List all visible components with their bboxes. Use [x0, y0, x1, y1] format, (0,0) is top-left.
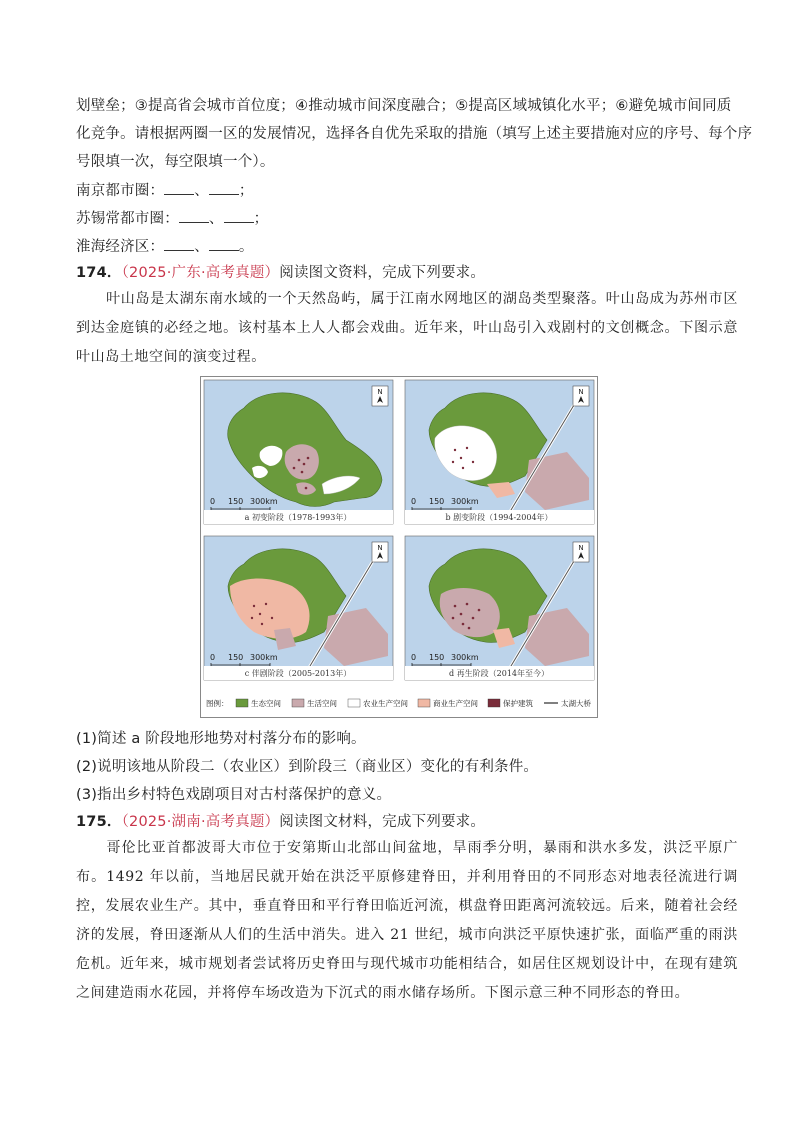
- answer-end-mark: ；: [253, 211, 269, 227]
- answer-label: 南京都市圈：: [76, 183, 165, 199]
- svg-text:150: 150: [228, 653, 244, 662]
- svg-text:150: 150: [429, 653, 445, 662]
- q174-material-paragraph: [76, 285, 738, 372]
- north-arrow: [573, 386, 589, 406]
- legend-title: 图例：: [206, 699, 229, 708]
- q173-options-line-3: 号限填一次，每空限填一个）。: [76, 154, 275, 170]
- q175-header: [76, 812, 485, 832]
- question-source[interactable]: （2025·湖南·高考真题）: [121, 814, 280, 830]
- answer-end-mark: 。: [238, 239, 254, 255]
- north-arrow: [573, 542, 589, 562]
- svg-text:150: 150: [228, 497, 244, 506]
- question-instruction: 阅读图文资料，完成下列要求。: [279, 265, 486, 281]
- panel-caption: a 初变阶段（1978-1993年）: [244, 513, 352, 522]
- svg-text:0: 0: [210, 497, 216, 506]
- question-number: 175．: [76, 814, 122, 830]
- svg-text:0: 0: [411, 497, 417, 506]
- svg-text:300km: 300km: [250, 497, 278, 506]
- svg-text:0: 0: [411, 653, 417, 662]
- answer-separator: 、: [194, 239, 209, 255]
- answer-label: 淮海经济区：: [76, 239, 165, 255]
- q174-subquestion-1: (1)简述 a 阶段地形地势对村落分布的影响。: [76, 731, 366, 747]
- legend-label: 农业生产空间: [363, 699, 408, 708]
- q174-header: [76, 263, 485, 283]
- q175-material-text: 哥伦比亚首都波哥大市位于安第斯山北部山间盆地，旱雨季分明，暴雨和洪水多发，洪泛平原广布。1492 年以前，当地居民就开始在洪泛平原修建脊田，并利用脊田的不同形态对地表径流进行调控，发展农业生产。其中，垂直脊田和平行脊田临近河流，棋盘脊田距离河流较远。后来，随着社会经济的发展，脊田逐渐从人们的生活中消失。进入 21 世纪，城市向洪泛平原快速扩张，面临严重的雨洪危机。近年来，城市规划者尝试将历史脊田与现代城市功能相结合，如居住区规划设计中，在现有建筑之间建造雨水花园，并将停车场改造为下沉式的雨水储存场所。下图示意三种不同形态的脊田。: [76, 840, 738, 1001]
- answer-label: 苏锡常都市圈：: [76, 211, 179, 227]
- answer-line-huaihai: [76, 236, 254, 257]
- svg-text:300km: 300km: [451, 497, 479, 506]
- answer-blank[interactable]: [209, 236, 239, 251]
- svg-text:N: N: [578, 388, 584, 396]
- legend-swatch-agri: [348, 699, 360, 707]
- answer-blank[interactable]: [164, 180, 194, 195]
- figure-svg: [200, 376, 598, 718]
- question-source[interactable]: （2025·广东·高考真题）: [121, 265, 280, 281]
- panel-caption: c 伴剧阶段（2005-2013年）: [244, 669, 352, 678]
- panel-caption: d 再生阶段（2014年至今）: [448, 669, 550, 678]
- question-instruction: 阅读图文材料，完成下列要求。: [279, 814, 486, 830]
- answer-line-nanjing: [76, 180, 254, 201]
- island-evolution-figure: [200, 376, 598, 718]
- panel-c: [204, 536, 393, 680]
- svg-text:N: N: [578, 544, 584, 552]
- answer-line-suxichang: [76, 208, 268, 229]
- q174-subquestion-2: (2)说明该地从阶段二（农业区）到阶段三（商业区）变化的有利条件。: [76, 759, 539, 775]
- svg-text:150: 150: [429, 497, 445, 506]
- legend-swatch-commerce: [418, 699, 430, 707]
- legend-swatch-heritage: [488, 699, 500, 707]
- legend-label: 保护建筑: [503, 699, 533, 708]
- svg-text:N: N: [377, 544, 383, 552]
- north-arrow: [372, 386, 388, 406]
- legend-swatch-life: [292, 699, 304, 707]
- legend-label: 生活空间: [307, 699, 337, 708]
- answer-blank[interactable]: [209, 180, 239, 195]
- svg-text:N: N: [377, 388, 383, 396]
- q174-material-text: 叶山岛是太湖东南水域的一个天然岛屿，属于江南水网地区的湖岛类型聚落。叶山岛成为苏州市区到达金庭镇的必经之地。该村基本上人人都会戏曲。近年来，叶山岛引入戏剧村的文创概念。下图示意叶山岛土地空间的演变过程。: [76, 291, 738, 365]
- answer-end-mark: ；: [238, 183, 254, 199]
- legend-label: 商业生产空间: [433, 699, 478, 708]
- legend-label: 太湖大桥: [561, 699, 591, 708]
- q173-options-line-2: 化竞争。请根据两圈一区的发展情况，选择各自优先采取的措施（填写上述主要措施对应的序号、每个序: [76, 126, 753, 142]
- panel-a: [204, 380, 393, 524]
- answer-separator: 、: [194, 183, 209, 199]
- answer-blank[interactable]: [224, 208, 254, 223]
- answer-separator: 、: [208, 211, 224, 227]
- north-arrow: [372, 542, 388, 562]
- svg-text:0: 0: [210, 653, 216, 662]
- svg-text:300km: 300km: [250, 653, 278, 662]
- q173-options-line-1: 划壁垒；③提高省会城市首位度；④推动城市间深度融合；⑤提高区域城镇化水平；⑥避免城市间同质: [76, 98, 732, 114]
- q174-subquestion-3: (3)指出乡村特色戏剧项目对古村落保护的意义。: [76, 787, 392, 803]
- panel-b: [405, 380, 594, 524]
- panel-d: [405, 536, 594, 680]
- panel-caption: b 剧变阶段（1994-2004年）: [445, 513, 553, 522]
- legend-swatch-eco: [236, 699, 248, 707]
- svg-text:300km: 300km: [451, 653, 479, 662]
- question-number: 174．: [76, 265, 122, 281]
- q175-material-paragraph: [76, 834, 738, 1008]
- answer-blank[interactable]: [179, 208, 209, 223]
- answer-blank[interactable]: [164, 236, 194, 251]
- legend-label: 生态空间: [251, 699, 281, 708]
